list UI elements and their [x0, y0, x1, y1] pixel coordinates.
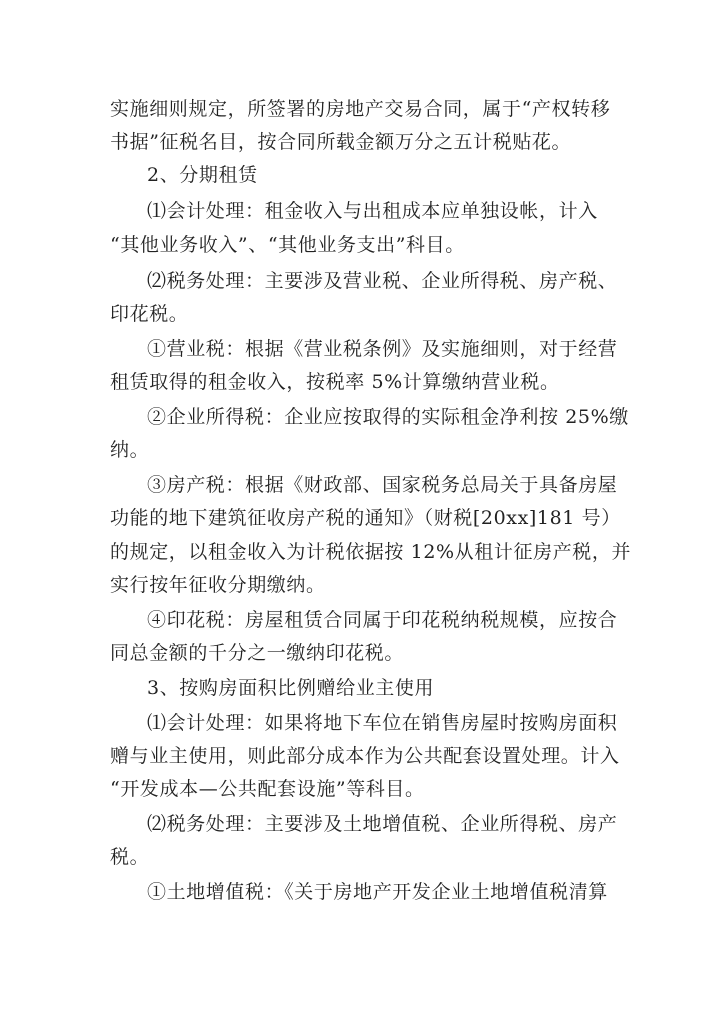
- paragraph-line: ⑵税务处理：主要涉及土地增值税、企业所得税、房产: [147, 813, 618, 835]
- paragraph-line: ④印花税：房屋租赁合同属于印花税纳税规模，应按合: [147, 609, 618, 631]
- paragraph-line: “开发成本—公共配套设施”等科目。: [110, 778, 425, 800]
- paragraph-line: ①土地增值税：《关于房地产开发企业土地增值税清算: [147, 881, 608, 903]
- paragraph-line: 书据”征税名目，按合同所载金额万分之五计税贴花。: [110, 131, 572, 153]
- paragraph-line: 租赁取得的租金收入，按税率 5%计算缴纳营业税。: [110, 371, 560, 393]
- section-heading: 3、按购房面积比例赠给业主使用: [147, 677, 435, 699]
- paragraph-line: “其他业务收入”、“其他业务支出”科目。: [110, 234, 465, 256]
- paragraph-line: 功能的地下建筑征收房产税的通知》（财税[20xx]181 号）: [110, 507, 621, 529]
- paragraph-line: 赠与业主使用，则此部分成本作为公共配套设置处理。计入: [110, 745, 620, 767]
- paragraph-line: ⑵税务处理：主要涉及营业税、企业所得税、房产税、: [147, 270, 618, 292]
- paragraph-line: ①营业税：根据《营业税条例》及实施细则，对于经营: [147, 338, 618, 360]
- paragraph-line: 实施细则规定，所签署的房地产交易合同，属于“产权转移: [110, 98, 611, 120]
- paragraph-line: ②企业所得税：企业应按取得的实际租金净利按 25%缴: [147, 406, 629, 428]
- section-heading: 2、分期租赁: [147, 164, 258, 186]
- paragraph-line: 纳。: [110, 439, 150, 461]
- paragraph-line: ⑴会计处理：如果将地下车位在销售房屋时按购房面积: [147, 712, 618, 734]
- paragraph-line: 税。: [110, 846, 150, 868]
- paragraph-line: 同总金额的千分之一缴纳印花税。: [110, 642, 405, 664]
- paragraph-line: 印花税。: [110, 303, 189, 325]
- paragraph-line: ③房产税：根据《财政部、国家税务总局关于具备房屋: [147, 474, 618, 496]
- paragraph-line: ⑴会计处理：租金收入与出租成本应单独设帐，计入: [147, 200, 598, 222]
- paragraph-line: 实行按年征收分期缴纳。: [110, 574, 326, 596]
- paragraph-line: 的规定，以租金收入为计税依据按 12%从租计征房产税，并: [110, 541, 632, 563]
